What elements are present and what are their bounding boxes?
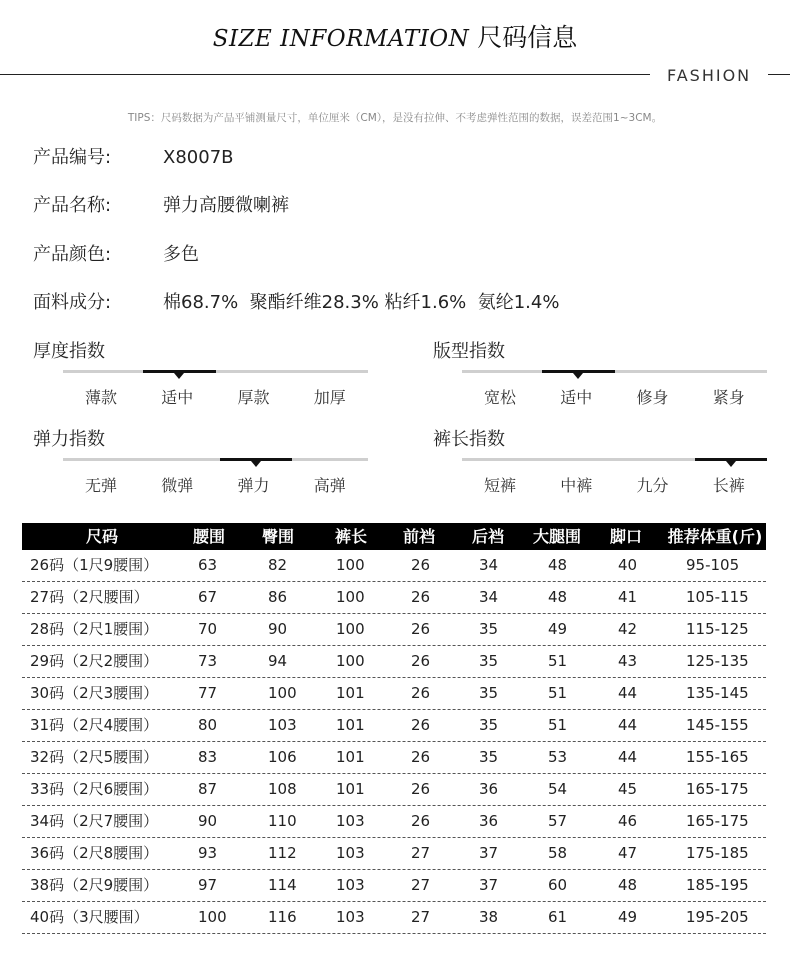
- elasticity-index-bar: [63, 458, 368, 461]
- fit-index-title: 版型指数: [433, 341, 505, 362]
- table-cell: 26: [411, 620, 431, 638]
- fit-index-option: 宽松: [483, 388, 516, 407]
- table-cell: 87: [198, 780, 218, 798]
- fit-index-option: 紧身: [712, 388, 745, 407]
- table-cell: 26: [411, 556, 431, 574]
- table-cell: 103: [336, 812, 365, 830]
- table-header-cell: 推荐体重(斤): [667, 527, 763, 546]
- table-cell: 165-175: [686, 812, 749, 830]
- table-size-cell: 38码（2尺9腰围）: [30, 876, 159, 894]
- fit-index-bar: [462, 370, 767, 373]
- product-color-label: 产品颜色:: [33, 244, 112, 265]
- thickness-index-title: 厚度指数: [33, 341, 105, 362]
- table-cell: 49: [548, 620, 568, 638]
- table-cell: 195-205: [686, 908, 749, 926]
- table-cell: 45: [618, 780, 638, 798]
- table-header-cell: 脚口: [609, 527, 642, 546]
- table-cell: 58: [548, 844, 568, 862]
- table-cell: 100: [336, 620, 365, 638]
- thickness-index-option: 薄款: [84, 388, 117, 407]
- table-cell: 70: [198, 620, 218, 638]
- length-index-option: 长裤: [712, 476, 745, 495]
- table-header-cell: 前裆: [402, 527, 435, 546]
- table-cell: 48: [548, 556, 568, 574]
- table-cell: 26: [411, 588, 431, 606]
- table-cell: 145-155: [686, 716, 749, 734]
- divider-right: [768, 74, 790, 75]
- table-cell: 27: [411, 908, 431, 926]
- elasticity-index-option: 无弹: [84, 476, 117, 495]
- divider-left: [0, 74, 650, 75]
- table-cell: 34: [479, 556, 499, 574]
- table-cell: 36: [479, 812, 499, 830]
- product-color-value: 多色: [163, 244, 199, 265]
- table-cell: 40: [618, 556, 638, 574]
- table-cell: 125-135: [686, 652, 749, 670]
- table-cell: 94: [268, 652, 288, 670]
- table-row: [22, 581, 766, 614]
- table-cell: 42: [618, 620, 638, 638]
- table-cell: 26: [411, 652, 431, 670]
- table-cell: 53: [548, 748, 568, 766]
- table-cell: 114: [268, 876, 297, 894]
- table-cell: 36: [479, 780, 499, 798]
- fabric-row: [33, 288, 559, 314]
- table-cell: 37: [479, 844, 499, 862]
- thickness-index-option: 厚款: [237, 388, 270, 407]
- table-size-cell: 29码（2尺2腰围）: [30, 652, 159, 670]
- table-cell: 185-195: [686, 876, 749, 894]
- table-cell: 34: [479, 588, 499, 606]
- table-header-cell: 裤长: [334, 527, 367, 546]
- table-cell: 95-105: [686, 556, 740, 574]
- table-cell: 26: [411, 716, 431, 734]
- fit-index-option: 修身: [636, 388, 669, 407]
- table-cell: 112: [268, 844, 297, 862]
- table-cell: 44: [618, 748, 638, 766]
- product-name-value: 弹力高腰微喇裤: [163, 195, 289, 216]
- table-cell: 47: [618, 844, 638, 862]
- table-header-cell: 后裆: [471, 527, 504, 546]
- table-header-cell: 尺码: [85, 527, 118, 546]
- table-cell: 35: [479, 716, 499, 734]
- table-row: [22, 773, 766, 806]
- table-cell: 35: [479, 620, 499, 638]
- length-index-option: 九分: [636, 476, 669, 495]
- fashion-label: FASHION: [667, 66, 752, 85]
- elasticity-index-option: 微弹: [161, 476, 194, 495]
- page-title: [0, 18, 790, 54]
- table-cell: 103: [268, 716, 297, 734]
- table-cell: 26: [411, 684, 431, 702]
- table-cell: 155-165: [686, 748, 749, 766]
- fabric-label: 面料成分:: [33, 292, 112, 313]
- table-size-cell: 26码（1尺9腰围）: [30, 556, 159, 574]
- table-cell: 82: [268, 556, 288, 574]
- fit-index-option: 适中: [560, 388, 593, 407]
- table-cell: 80: [198, 716, 218, 734]
- product-color-row: [33, 240, 199, 266]
- product-code-row: [33, 143, 234, 169]
- table-cell: 97: [198, 876, 218, 894]
- table-row: [22, 549, 766, 582]
- table-cell: 86: [268, 588, 288, 606]
- length-index-bar: [462, 458, 767, 461]
- length-index-marker: [726, 461, 736, 467]
- table-header-cell: 大腿围: [532, 527, 581, 546]
- length-index-title: 裤长指数: [433, 429, 505, 450]
- table-cell: 115-125: [686, 620, 749, 638]
- table-cell: 135-145: [686, 684, 749, 702]
- table-cell: 35: [479, 684, 499, 702]
- thickness-index-bar: [63, 370, 368, 373]
- table-cell: 27: [411, 844, 431, 862]
- table-cell: 90: [198, 812, 218, 830]
- size-table-header: [22, 523, 766, 550]
- table-size-cell: 36码（2尺8腰围）: [30, 844, 159, 862]
- table-cell: 61: [548, 908, 568, 926]
- table-cell: 103: [336, 908, 365, 926]
- table-cell: 108: [268, 780, 297, 798]
- table-cell: 43: [618, 652, 638, 670]
- table-size-cell: 28码（2尺1腰围）: [30, 620, 159, 638]
- table-size-cell: 34码（2尺7腰围）: [30, 812, 159, 830]
- elasticity-index-option: 高弹: [313, 476, 346, 495]
- table-cell: 37: [479, 876, 499, 894]
- table-row: [22, 645, 766, 678]
- table-cell: 51: [548, 652, 568, 670]
- table-cell: 93: [198, 844, 218, 862]
- table-header-cell: 臀围: [261, 527, 294, 546]
- table-cell: 54: [548, 780, 568, 798]
- table-cell: 105-115: [686, 588, 749, 606]
- table-cell: 73: [198, 652, 218, 670]
- table-cell: 35: [479, 748, 499, 766]
- table-cell: 103: [336, 844, 365, 862]
- table-cell: 26: [411, 748, 431, 766]
- table-cell: 35: [479, 652, 499, 670]
- table-cell: 90: [268, 620, 288, 638]
- table-row: [22, 901, 766, 934]
- product-name-label: 产品名称:: [33, 195, 112, 216]
- table-cell: 103: [336, 876, 365, 894]
- product-code-label: 产品编号:: [33, 147, 112, 168]
- table-cell: 48: [548, 588, 568, 606]
- table-cell: 83: [198, 748, 218, 766]
- table-size-cell: 31码（2尺4腰围）: [30, 716, 159, 734]
- table-cell: 57: [548, 812, 568, 830]
- table-cell: 100: [198, 908, 227, 926]
- table-cell: 48: [618, 876, 638, 894]
- table-cell: 101: [336, 684, 365, 702]
- table-size-cell: 30码（2尺3腰围）: [30, 684, 159, 702]
- table-cell: 100: [336, 556, 365, 574]
- fabric-value: 棉68.7% 聚酯纤维28.3% 粘纤1.6% 氨纶1.4%: [163, 292, 560, 313]
- table-cell: 26: [411, 780, 431, 798]
- table-cell: 77: [198, 684, 218, 702]
- title-chinese: 尺码信息: [477, 23, 578, 52]
- table-size-cell: 40码（3尺腰围）: [30, 908, 149, 926]
- table-cell: 101: [336, 748, 365, 766]
- product-name-row: [33, 191, 289, 217]
- fit-index-marker: [573, 373, 583, 379]
- table-cell: 44: [618, 716, 638, 734]
- table-cell: 100: [336, 588, 365, 606]
- table-cell: 41: [618, 588, 638, 606]
- thickness-index-option: 加厚: [313, 388, 346, 407]
- table-cell: 100: [268, 684, 297, 702]
- table-cell: 165-175: [686, 780, 749, 798]
- table-row: [22, 709, 766, 742]
- table-cell: 100: [336, 652, 365, 670]
- table-cell: 175-185: [686, 844, 749, 862]
- table-cell: 63: [198, 556, 218, 574]
- elasticity-index-option: 弹力: [237, 476, 270, 495]
- table-cell: 27: [411, 876, 431, 894]
- table-header-cell: 腰围: [192, 527, 225, 546]
- length-index-option: 中裤: [560, 476, 593, 495]
- table-cell: 51: [548, 716, 568, 734]
- table-cell: 26: [411, 812, 431, 830]
- table-row: [22, 741, 766, 774]
- table-cell: 110: [268, 812, 297, 830]
- table-cell: 67: [198, 588, 218, 606]
- table-cell: 51: [548, 684, 568, 702]
- title-english: SIZE INFORMATION: [212, 26, 470, 52]
- table-cell: 101: [336, 780, 365, 798]
- table-row: [22, 805, 766, 838]
- table-size-cell: 33码（2尺6腰围）: [30, 780, 159, 798]
- table-row: [22, 837, 766, 870]
- length-index-option: 短裤: [483, 476, 516, 495]
- table-size-cell: 27码（2尺腰围）: [30, 588, 149, 606]
- table-cell: 46: [618, 812, 638, 830]
- table-cell: 44: [618, 684, 638, 702]
- table-row: [22, 869, 766, 902]
- table-cell: 60: [548, 876, 568, 894]
- thickness-index-option: 适中: [161, 388, 194, 407]
- table-cell: 49: [618, 908, 638, 926]
- table-cell: 38: [479, 908, 499, 926]
- tips-text: TIPS：尺码数据为产品平铺测量尺寸，单位厘米（CM），是没有拉伸、不考虑弹性范围的数据，误差范围1~3CM。: [127, 112, 663, 124]
- table-size-cell: 32码（2尺5腰围）: [30, 748, 159, 766]
- thickness-index-marker: [174, 373, 184, 379]
- table-row: [22, 677, 766, 710]
- elasticity-index-marker: [251, 461, 261, 467]
- table-row: [22, 613, 766, 646]
- table-cell: 106: [268, 748, 297, 766]
- elasticity-index-title: 弹力指数: [33, 429, 105, 450]
- product-code-value: X8007B: [163, 147, 234, 168]
- table-cell: 101: [336, 716, 365, 734]
- table-cell: 116: [268, 908, 297, 926]
